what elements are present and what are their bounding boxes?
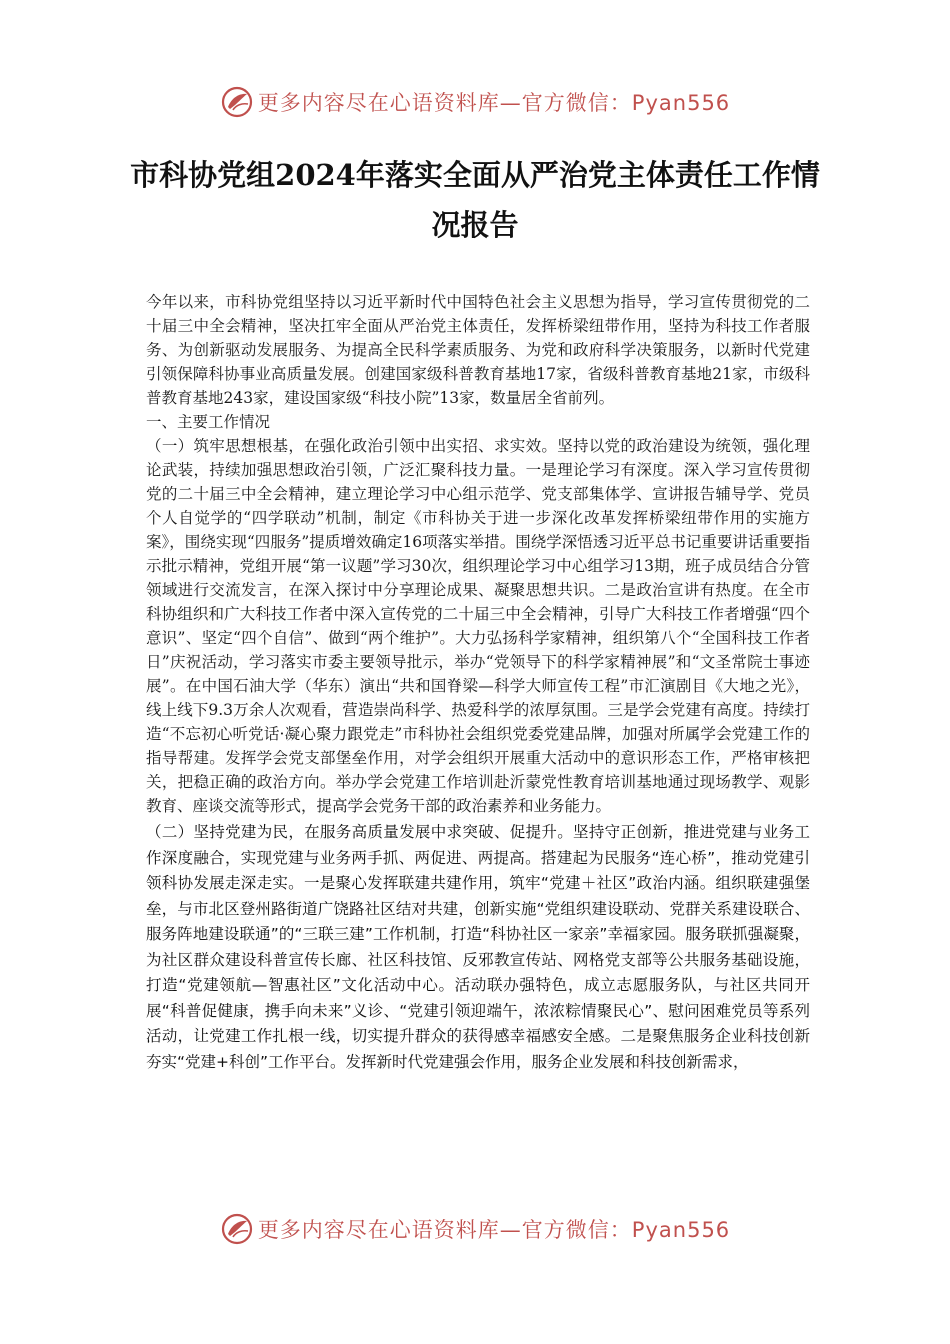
document-body bbox=[146, 290, 810, 1075]
section-2-paragraph: （二）坚持党建为民，在服务高质量发展中求突破、促提升。坚持守正创新，推进党建与业务工作深度融合，实现党建与业务两手抓、两促进、两提高。搭建起为民服务“连心桥”，推动党建引领科协发展走深走实。一是聚心发挥联建共建作用，筑牢“党建＋社区”政治内涵。组织联建强堡垒，与市北区登州路街道广饶路社区结对共建，创新实施“党组织建设联动、党群关系建设联合、服务阵地建设联通”的“三联三建”工作机制，打造“科协社区一家亲”幸福家园。服务联抓强凝聚，为社区群众建设科普宣传长廊、社区科技馆、反邪教宣传站、网格党支部等公共服务基础设施，打造“党建领航—智惠社区”文化活动中心。活动联办强特色，成立志愿服务队，与社区共同开展“科普促健康，携手向未来”义诊、“党建引领迎端午，浓浓粽情聚民心”、慰问困难党员等系列活动，让党建工作扎根一线，切实提升群众的获得感幸福感安全感。二是聚焦服务企业科技创新夯实“党建+科创”工作平台。发挥新时代党建强会作用，服务企业发展和科技创新需求， bbox=[146, 823, 810, 1071]
watermark-text: 更多内容尽在心语资料库—官方微信：Pyan556 bbox=[257, 1218, 731, 1242]
footer-watermark bbox=[0, 1209, 950, 1249]
lotus-logo-icon bbox=[220, 85, 254, 119]
watermark-text: 更多内容尽在心语资料库—官方微信：Pyan556 bbox=[257, 91, 731, 115]
section-heading: 一、主要工作情况 bbox=[146, 413, 271, 431]
lotus-logo-icon bbox=[220, 1212, 254, 1246]
header-watermark bbox=[0, 82, 950, 122]
intro-paragraph: 今年以来，市科协党组坚持以习近平新时代中国特色社会主义思想为指导，学习宣传贯彻党的二十届三中全会精神，坚决扛牢全面从严治党主体责任，发挥桥梁纽带作用，坚持为科技工作者服务、为创新驱动发展服务、为提高全民科学素质服务、为党和政府科学决策服务，以新时代党建引领保障科协事业高质量发展。创建国家级科普教育基地17家，省级科普教育基地21家，市级科普教育基地243家，建设国家级“科技小院”13家，数量居全省前列。 bbox=[146, 293, 810, 407]
section-1-paragraph: （一）筑牢思想根基，在强化政治引领中出实招、求实效。坚持以党的政治建设为统领，强化理论武装，持续加强思想政治引领，广泛汇聚科技力量。一是理论学习有深度。深入学习宣传贯彻党的二十届三中全会精神，建立理论学习中心组示范学、党支部集体学、宣讲报告辅导学、党员个人自觉学的“四学联动”机制，制定《市科协关于进一步深化改革发挥桥梁纽带作用的实施方案》，围绕实现“四服务”提质增效确定16项落实举措。围绕学深悟透习近平总书记重要讲话重要指示批示精神，党组开展“第一议题”学习30次，组织理论学习中心组学习13期，班子成员结合分管领域进行交流发言，在深入探讨中分享理论成果、凝聚思想共识。二是政治宣讲有热度。在全市科协组织和广大科技工作者中深入宣传党的二十届三中全会精神，引导广大科技工作者增强“四个意识”、坚定“四个自信”、做到“两个维护”。大力弘扬科学家精神，组织第八个“全国科技工作者日”庆祝活动，学习落实市委主要领导批示，举办“党领导下的科学家精神展”和“文圣常院士事迹展”。在中国石油大学（华东）演出“共和国脊梁—科学大师宣传工程”市汇演剧目《大地之光》，线上线下9.3万余人次观看，营造崇尚科学、热爱科学的浓厚氛围。三是学会党建有高度。持续打造“不忘初心听党话·凝心聚力跟党走”市科协社会组织党委党建品牌，加强对所属学会党建工作的指导帮建。发挥学会党支部堡垒作用，对学会组织开展重大活动中的意识形态工作，严格审核把关，把稳正确的政治方向。举办学会党建工作培训赴沂蒙党性教育培训基地通过现场教学、观影教育、座谈交流等形式，提高学会党务干部的政治素养和业务能力。 bbox=[146, 437, 810, 815]
document-title: 市科协党组2024年落实全面从严治党主体责任工作情况报告 bbox=[130, 158, 820, 242]
